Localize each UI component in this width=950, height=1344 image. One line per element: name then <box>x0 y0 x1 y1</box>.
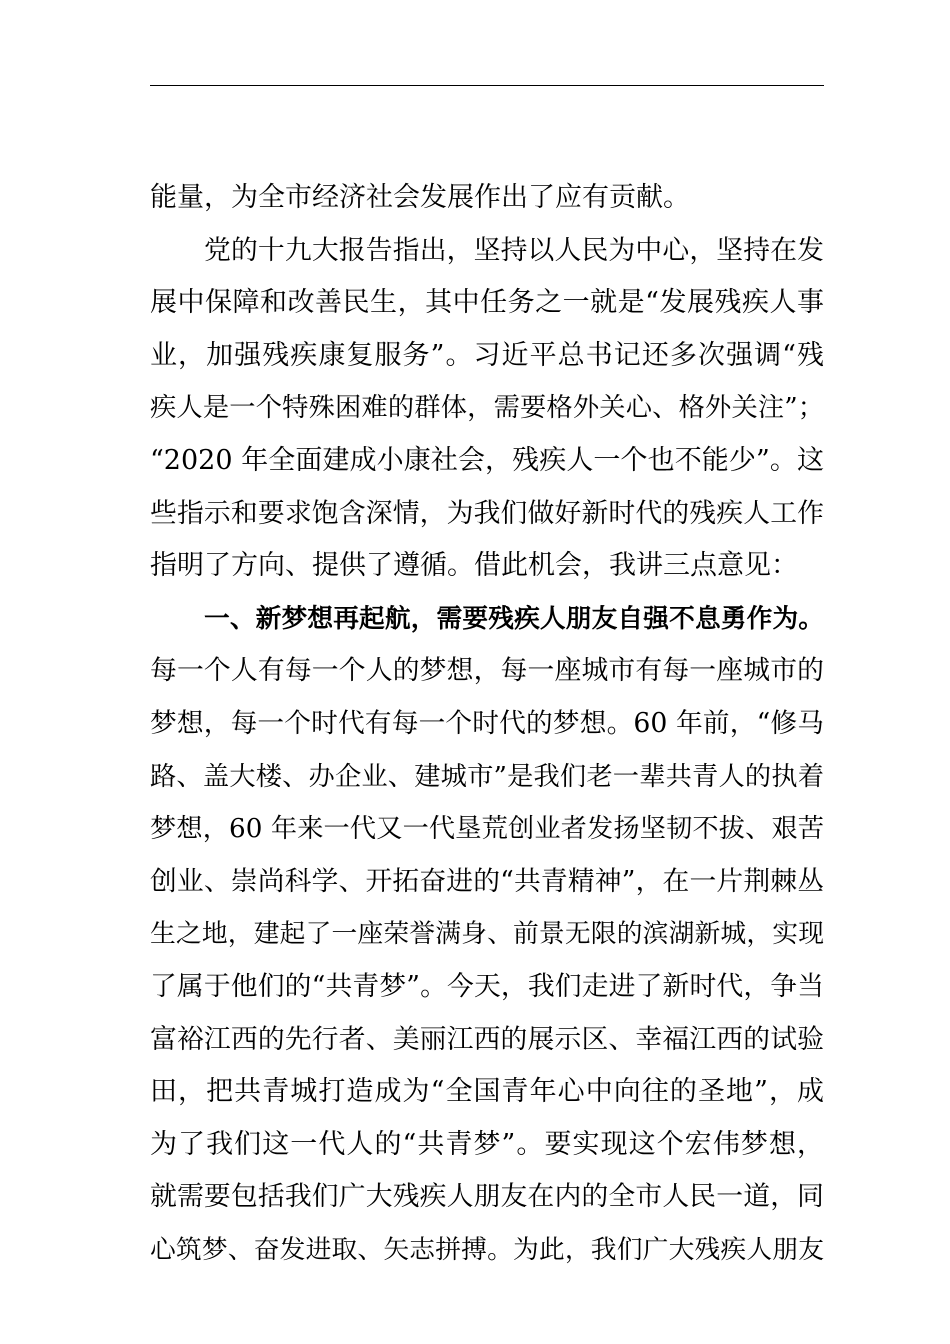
header-rule <box>150 85 824 86</box>
text-line-11: 梦想，每一个时代有每一个时代的梦想。60 年前，“修马 <box>150 707 824 739</box>
text-line-12: 路、盖大楼、办企业、建城市”是我们老一辈共青人的执着 <box>150 761 824 792</box>
text-line-7: 些指示和要求饱含深情，为我们做好新时代的残疾人工作 <box>150 497 824 529</box>
text-line-2: 党的十九大报告指出，坚持以人民为中心，坚持在发 <box>204 234 824 266</box>
text-line-14: 创业、崇尚科学、开拓奋进的“共青精神”，在一片荆棘丛 <box>150 865 824 897</box>
text-line-18: 田，把共青城打造成为“全国青年心中向往的圣地”，成 <box>150 1076 824 1108</box>
text-line-8: 指明了方向、提供了遵循。借此机会，我讲三点意见： <box>150 550 798 582</box>
text-line-6: “2020 年全面建成小康社会，残疾人一个也不能少”。这 <box>150 444 824 476</box>
text-line-15: 生之地，建起了一座荣誉满身、前景无限的滨湖新城，实现 <box>150 919 824 950</box>
text-line-10: 每一个人有每一个人的梦想，每一座城市有每一座城市的 <box>150 655 824 687</box>
text-line-20: 就需要包括我们广大残疾人朋友在内的全市人民一道，同 <box>150 1181 824 1213</box>
text-line-21: 心筑梦、奋发进取、矢志拼搏。为此，我们广大残疾人朋友 <box>150 1234 824 1265</box>
text-line-1: 能量，为全市经济社会发展作出了应有贡献。 <box>150 182 690 213</box>
text-line-3: 展中保障和改善民生，其中任务之一就是“发展残疾人事 <box>150 287 824 319</box>
body-text <box>150 172 824 1276</box>
section-heading: 一、新梦想再起航，需要残疾人朋友自强不息勇作为。 <box>204 603 824 634</box>
text-line-16: 了属于他们的“共青梦”。今天，我们走进了新时代，争当 <box>150 970 824 1002</box>
text-line-5: 疾人是一个特殊困难的群体，需要格外关心、格外关注”； <box>150 393 824 424</box>
text-line-17: 富裕江西的先行者、美丽江西的展示区、幸福江西的试验 <box>150 1023 824 1055</box>
text-line-19: 为了我们这一代人的“共青梦”。要实现这个宏伟梦想， <box>150 1128 824 1160</box>
text-line-13: 梦想，60 年来一代又一代垦荒创业者发扬坚韧不拔、艰苦 <box>150 814 824 845</box>
text-line-4: 业，加强残疾康复服务”。习近平总书记还多次强调“残 <box>150 339 824 371</box>
